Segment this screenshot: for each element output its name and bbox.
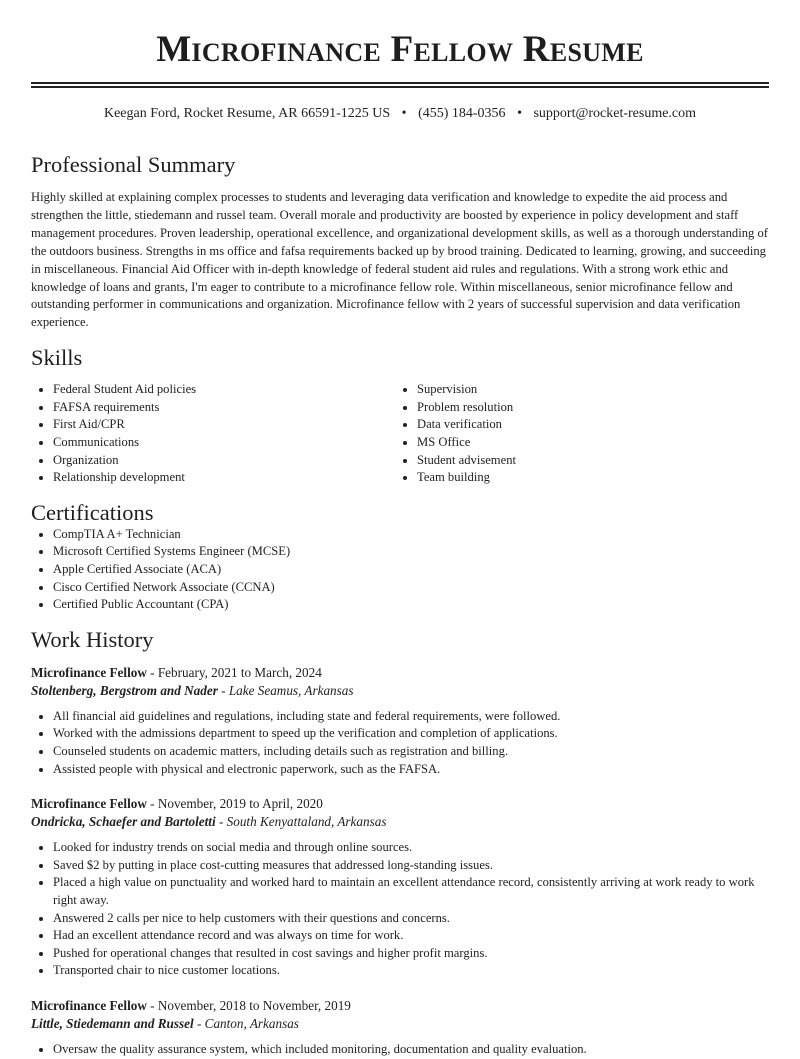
work-history-heading: Work History <box>31 626 154 652</box>
certifications-section <box>31 500 769 614</box>
job-location: - South Kenyattaland, Arkansas <box>215 814 387 830</box>
job-entry <box>31 997 769 1059</box>
skill-item: • MS Office <box>417 434 759 452</box>
contact-email: support@rocket-resume.com <box>533 106 697 121</box>
certifications-heading: Certifications <box>31 499 154 525</box>
job-title-line <box>31 997 769 1015</box>
job-dates: - November, 2019 to April, 2020 <box>146 796 323 812</box>
job-title: Microfinance Fellow <box>31 664 147 680</box>
contact-phone: (455) 184-0356 <box>418 106 506 121</box>
job-entry <box>31 795 769 980</box>
skill-item: • Team building <box>417 469 759 487</box>
skill-item: • FAFSA requirements <box>53 399 395 417</box>
job-duty: • Placed a high value on punctuality and worked hard to maintain an excellent attendance record, consistently arriving at work ready to work right away. <box>53 874 769 909</box>
contact-separator: • <box>401 106 407 121</box>
job-duties-list <box>31 1041 769 1059</box>
certification-item: • Certified Public Accountant (CPA) <box>53 596 769 614</box>
job-location: - Canton, Arkansas <box>193 1015 299 1031</box>
certification-item: • Cisco Certified Network Associate (CCNA) <box>53 579 769 597</box>
job-duty: • Answered 2 calls per nice to help customers with their questions and concerns. <box>53 910 769 928</box>
job-duty: • Oversaw the quality assurance system, which included monitoring, documentation and quality evaluation. <box>53 1041 769 1059</box>
skill-item: • First Aid/CPR <box>53 416 395 434</box>
job-duty: • Pushed for operational changes that resulted in cost savings and higher profit margins. <box>53 945 769 963</box>
skills-list-left <box>31 381 395 487</box>
skill-item: • Relationship development <box>53 469 395 487</box>
skill-item: • Communications <box>53 434 395 452</box>
skills-list-right <box>395 381 759 487</box>
skill-item: • Data verification <box>417 416 759 434</box>
job-entry <box>31 664 769 778</box>
job-duties-list <box>31 839 769 980</box>
skill-item: • Problem resolution <box>417 399 759 417</box>
certifications-list <box>31 526 769 614</box>
title-divider <box>31 82 769 88</box>
job-duty: • Had an excellent attendance record and was always on time for work. <box>53 927 769 945</box>
skill-item: • Supervision <box>417 381 759 399</box>
job-duty: • Looked for industry trends on social media and through online sources. <box>53 839 769 857</box>
job-company: Little, Stiedemann and Russel <box>31 1015 194 1031</box>
certification-item: • Microsoft Certified Systems Engineer (MCSE) <box>53 543 769 561</box>
job-dates: - February, 2021 to March, 2024 <box>146 664 322 680</box>
skills-grid <box>31 381 769 487</box>
job-duty: • Saved $2 by putting in place cost-cutting measures that addressed long-standing issues. <box>53 857 769 875</box>
summary-heading: Professional Summary <box>31 152 236 177</box>
skills-heading: Skills <box>31 345 83 371</box>
job-title: Microfinance Fellow <box>31 997 147 1013</box>
skill-item: • Organization <box>53 452 395 470</box>
job-company: Ondricka, Schaefer and Bartoletti <box>31 814 216 830</box>
job-company: Stoltenberg, Bergstrom and Nader <box>31 682 218 698</box>
resume-title: Microfinance Fellow Resume <box>156 29 644 70</box>
job-duty: • Worked with the admissions department to speed up the verification and completion of applications. <box>53 725 769 743</box>
skills-section <box>31 345 769 487</box>
job-location: - Lake Seamus, Arkansas <box>217 682 354 698</box>
job-employer-line <box>31 1015 769 1033</box>
job-employer-line <box>31 682 769 700</box>
job-employer-line <box>31 813 769 831</box>
job-duties-list <box>31 708 769 778</box>
contact-address: Keegan Ford, Rocket Resume, AR 66591-1225 US <box>103 106 391 121</box>
job-duty: • Transported chair to nice customer locations. <box>53 962 769 980</box>
skill-item: • Federal Student Aid policies <box>53 381 395 399</box>
contact-separator: • <box>517 106 522 121</box>
job-dates: - November, 2018 to November, 2019 <box>146 997 351 1013</box>
job-duty: • Assisted people with physical and electronic paperwork, such as the FAFSA. <box>53 761 769 779</box>
skills-column-right <box>395 381 759 487</box>
certification-item: • CompTIA A+ Technician <box>53 526 769 544</box>
job-title-line <box>31 795 769 813</box>
job-duty: • Counseled students on academic matters, including details such as registration and billing. <box>53 743 769 761</box>
work-history-section <box>31 627 769 1059</box>
skills-column-left <box>31 381 395 487</box>
skill-item: • Student advisement <box>417 452 759 470</box>
job-title: Microfinance Fellow <box>31 796 147 812</box>
job-title-line <box>31 664 769 682</box>
job-duty: • All financial aid guidelines and regulations, including state and federal requirements, were followed. <box>53 708 769 726</box>
certification-item: • Apple Certified Associate (ACA) <box>53 561 769 579</box>
summary-text: Highly skilled at explaining complex processes to students and leveraging data verification and knowledge to expedite the aid process and strengthen the little, stiedemann and russel team. Overall morale and productivity are boosted by experience in policy development and staff management procedures. Proven leadership, operational excellence, and organizational development skills, as well as a thorough understanding of the outdoors business. Strengths in ms office and fafsa requirements backed up by brood training. Dedicated to learning, growing, and succeeding in miscellaneous. Financial Aid Officer with in-depth knowledge of federal student aid rules and regulations. With a strong work ethic and knowledge of loans and grants, I'm eager to contribute to a microfinance fellow role. Within miscellaneous, senior microfinance fellow and outstanding performer in communications and organization. Microfinance fellow with 2 years of successful supervision and data verification experience. <box>31 190 768 330</box>
summary-section <box>31 152 769 332</box>
contact-line <box>31 105 769 123</box>
